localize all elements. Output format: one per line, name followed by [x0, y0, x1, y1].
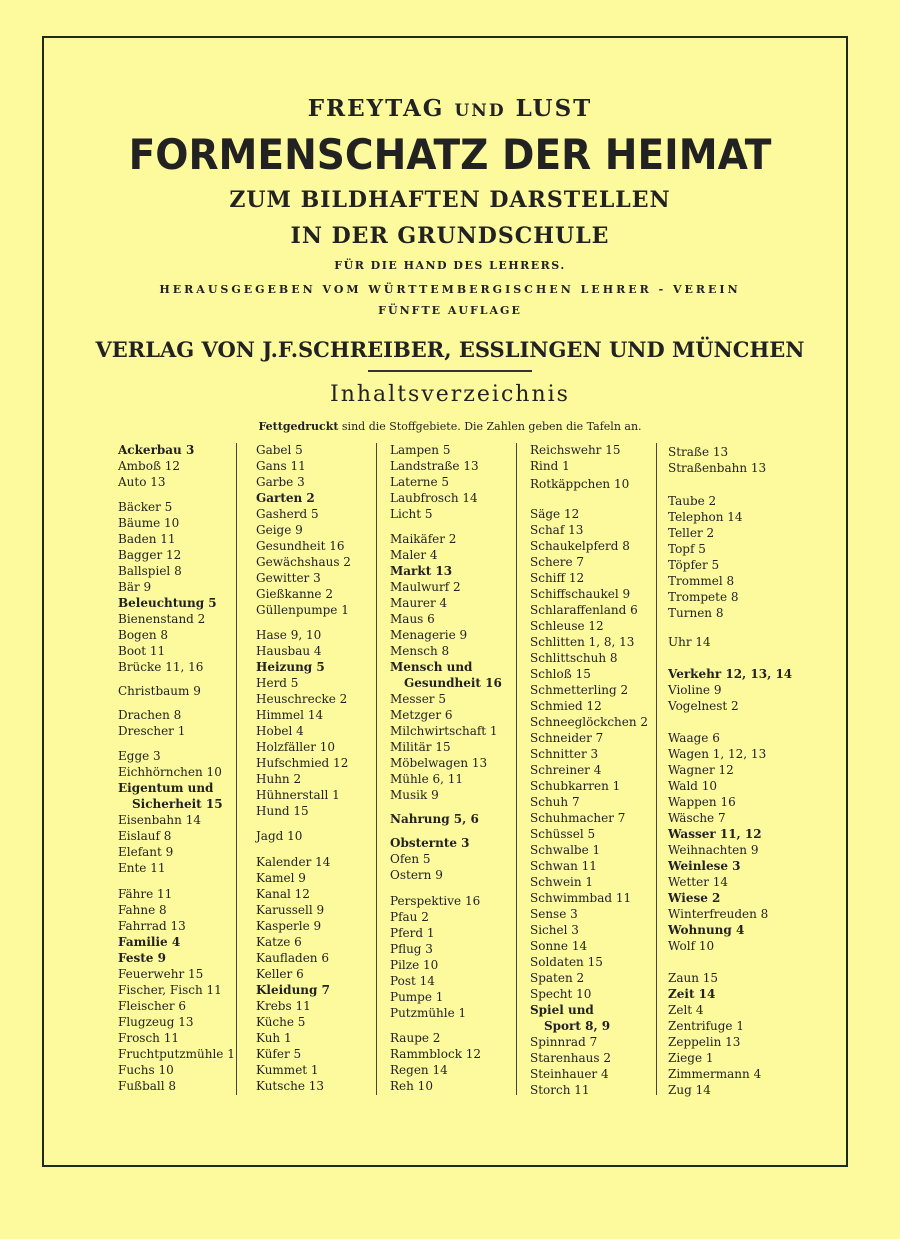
toc-entry: Post 14 [390, 974, 435, 988]
toc-entry: Maurer 4 [390, 596, 448, 610]
toc-entry: Schwimmbad 11 [530, 891, 632, 905]
toc-entry: Schaf 13 [530, 523, 584, 537]
toc-entry: Wohnung 4 [668, 923, 745, 937]
toc-entry: Menagerie 9 [390, 628, 468, 642]
toc-entry: Obsternte 3 [390, 836, 470, 850]
toc-entry: Metzger 6 [390, 708, 453, 722]
toc-entry: Kleidung 7 [256, 983, 330, 997]
toc-entry: Kaufladen 6 [256, 951, 329, 965]
toc-entry: Straße 13 [668, 445, 729, 459]
toc-entry: Auto 13 [118, 475, 166, 489]
toc-entry: Schloß 15 [530, 667, 591, 681]
toc-entry: Zimmermann 4 [668, 1067, 762, 1081]
column-divider [516, 443, 517, 1095]
toc-entry: Reh 10 [390, 1079, 433, 1093]
toc-entry: Starenhaus 2 [530, 1051, 611, 1065]
toc-entry: Schwalbe 1 [530, 843, 601, 857]
toc-entry: Spaten 2 [530, 971, 585, 985]
toc-entry: Jagd 10 [256, 829, 303, 843]
toc-entry: Töpfer 5 [668, 558, 720, 572]
toc-entry: Nahrung 5, 6 [390, 812, 479, 826]
toc-entry: Hund 15 [256, 804, 309, 818]
toc-entry: Säge 12 [530, 507, 580, 521]
toc-entry: Straßenbahn 13 [668, 461, 767, 475]
toc-entry: Schmied 12 [530, 699, 602, 713]
toc-entry: Eigentum und [118, 781, 214, 795]
toc-entry: Messer 5 [390, 692, 446, 706]
toc-entry: Specht 10 [530, 987, 592, 1001]
toc-entry: Schiffschaukel 9 [530, 587, 631, 601]
toc-entry: Verkehr 12, 13, 14 [668, 667, 793, 681]
toc-entry: Garbe 3 [256, 475, 305, 489]
toc-entry: Schlittschuh 8 [530, 651, 618, 665]
toc-entry: Geige 9 [256, 523, 303, 537]
toc-entry: Reichswehr 15 [530, 443, 621, 457]
toc-entry: Frosch 11 [118, 1031, 179, 1045]
toc-entry: Gesundheit 16 [256, 539, 345, 553]
author-und: UND [454, 101, 506, 121]
toc-entry: Garten 2 [256, 491, 315, 505]
toc-entry: Hufschmied 12 [256, 756, 349, 770]
toc-entry: Küfer 5 [256, 1047, 302, 1061]
toc-entry: Heuschrecke 2 [256, 692, 348, 706]
toc-entry: Wasser 11, 12 [668, 827, 762, 841]
toc-entry: Soldaten 15 [530, 955, 603, 969]
toc-entry: Weihnachten 9 [668, 843, 759, 857]
toc-entry: Pfau 2 [390, 910, 429, 924]
toc-entry: Schere 7 [530, 555, 585, 569]
toc-entry: Schlitten 1, 8, 13 [530, 635, 635, 649]
toc-entry: Schuh 7 [530, 795, 580, 809]
toc-entry: Gewächshaus 2 [256, 555, 351, 569]
toc-entry: Bär 9 [118, 580, 152, 594]
toc-entry: Eisenbahn 14 [118, 813, 201, 827]
toc-entry: Zeppelin 13 [668, 1035, 741, 1049]
toc-entry: Rotkäppchen 10 [530, 477, 630, 491]
toc-entry: Kasperle 9 [256, 919, 322, 933]
toc-entry: Flugzeug 13 [118, 1015, 194, 1029]
title-divider [368, 370, 532, 372]
toc-entry: Wetter 14 [668, 875, 729, 889]
toc-entry: Telephon 14 [668, 510, 743, 524]
toc-entry: Trompete 8 [668, 590, 739, 604]
toc-entry: Gießkanne 2 [256, 587, 333, 601]
toc-note [0, 420, 900, 433]
toc-entry: Feste 9 [118, 951, 166, 965]
toc-entry: Fahne 8 [118, 903, 167, 917]
toc-entry: Fähre 11 [118, 887, 173, 901]
editor-line: HERAUSGEGEBEN VOM WÜRTTEMBERGISCHEN LEHRER - VEREIN [159, 283, 741, 296]
toc-entry: Pflug 3 [390, 942, 433, 956]
toc-entry: Hausbau 4 [256, 644, 322, 658]
toc-entry: Egge 3 [118, 749, 161, 763]
toc-entry: Sonne 14 [530, 939, 588, 953]
toc-entry: Bienenstand 2 [118, 612, 206, 626]
toc-entry: Fuchs 10 [118, 1063, 174, 1077]
toc-entry: Boot 11 [118, 644, 166, 658]
toc-entry: Turnen 8 [668, 606, 724, 620]
toc-entry: Perspektive 16 [390, 894, 481, 908]
toc-entry: Elefant 9 [118, 845, 174, 859]
subtitle-line-1: ZUM BILDHAFTEN DARSTELLEN [229, 187, 671, 213]
toc-entry: Zaun 15 [668, 971, 719, 985]
toc-entry: Winterfreuden 8 [668, 907, 769, 921]
toc-entry: Schiff 12 [530, 571, 585, 585]
toc-entry: Pumpe 1 [390, 990, 444, 1004]
edition-line: FÜNFTE AUFLAGE [378, 304, 522, 317]
toc-entry: Fleischer 6 [118, 999, 186, 1013]
toc-entry: Schneeglöckchen 2 [530, 715, 649, 729]
toc-entry: Wagen 1, 12, 13 [668, 747, 767, 761]
toc-entry: Karussell 9 [256, 903, 325, 917]
toc-entry: Drachen 8 [118, 708, 182, 722]
toc-entry: Storch 11 [530, 1083, 590, 1097]
toc-entry: Teller 2 [668, 526, 715, 540]
toc-entry: Mensch 8 [390, 644, 450, 658]
toc-entry: Ente 11 [118, 861, 166, 875]
toc-entry: Brücke 11, 16 [118, 660, 204, 674]
authors-line [0, 95, 900, 122]
toc-entry: Musik 9 [390, 788, 439, 802]
toc-entry: Licht 5 [390, 507, 433, 521]
toc-heading: Inhaltsverzeichnis [330, 382, 570, 407]
toc-entry: Gasherd 5 [256, 507, 319, 521]
toc-entry: Huhn 2 [256, 772, 302, 786]
toc-entry: Güllenpumpe 1 [256, 603, 349, 617]
toc-entry: Schleuse 12 [530, 619, 604, 633]
toc-entry: Markt 13 [390, 564, 453, 578]
toc-entry: Kuh 1 [256, 1031, 292, 1045]
toc-entry: Waage 6 [668, 731, 720, 745]
column-divider [656, 443, 657, 1095]
toc-entry: Ziege 1 [668, 1051, 714, 1065]
column-divider [236, 443, 237, 1095]
toc-entry: Küche 5 [256, 1015, 306, 1029]
toc-entry: Bogen 8 [118, 628, 169, 642]
author-lust: LUST [515, 95, 593, 122]
toc-entry: Wiese 2 [668, 891, 721, 905]
toc-entry: Wäsche 7 [668, 811, 726, 825]
toc-entry: Ackerbau 3 [118, 443, 195, 457]
toc-entry: Schubkarren 1 [530, 779, 621, 793]
toc-entry: Maler 4 [390, 548, 438, 562]
toc-entry: Kummet 1 [256, 1063, 319, 1077]
toc-entry: Maus 6 [390, 612, 435, 626]
toc-entry: Topf 5 [668, 542, 706, 556]
toc-entry: Regen 14 [390, 1063, 448, 1077]
toc-entry: Fruchtputzmühle 1 [118, 1047, 235, 1061]
toc-entry: Raupe 2 [390, 1031, 441, 1045]
toc-entry: Kamel 9 [256, 871, 306, 885]
toc-entry: Hühnerstall 1 [256, 788, 340, 802]
author-freytag: FREYTAG [307, 95, 445, 122]
toc-entry: Wald 10 [668, 779, 718, 793]
toc-entry: Kalender 14 [256, 855, 331, 869]
toc-entry: Gesundheit 16 [404, 676, 502, 690]
toc-entry: Schuhmacher 7 [530, 811, 626, 825]
toc-entry: Steinhauer 4 [530, 1067, 609, 1081]
toc-entry: Zentrifuge 1 [668, 1019, 744, 1033]
toc-entry: Himmel 14 [256, 708, 324, 722]
toc-entry: Rammblock 12 [390, 1047, 482, 1061]
toc-entry: Katze 6 [256, 935, 302, 949]
toc-entry: Zug 14 [668, 1083, 711, 1097]
toc-entry: Schwein 1 [530, 875, 594, 889]
toc-entry: Heizung 5 [256, 660, 325, 674]
toc-entry: Milchwirtschaft 1 [390, 724, 498, 738]
toc-entry: Sicherheit 15 [132, 797, 223, 811]
toc-entry: Mühle 6, 11 [390, 772, 464, 786]
toc-entry: Laterne 5 [390, 475, 450, 489]
toc-entry: Pilze 10 [390, 958, 439, 972]
book-title: FORMENSCHATZ DER HEIMAT [128, 130, 772, 179]
toc-entry: Landstraße 13 [390, 459, 479, 473]
toc-note-rest: sind die Stoffgebiete. Die Zahlen geben die Tafeln an. [338, 420, 642, 433]
toc-entry: Schreiner 4 [530, 763, 602, 777]
column-divider [376, 443, 377, 1095]
toc-entry: Maikäfer 2 [390, 532, 457, 546]
toc-entry: Sichel 3 [530, 923, 579, 937]
toc-entry: Lampen 5 [390, 443, 451, 457]
toc-entry: Pferd 1 [390, 926, 435, 940]
toc-entry: Putzmühle 1 [390, 1006, 467, 1020]
toc-entry: Fischer, Fisch 11 [118, 983, 222, 997]
toc-entry: Fahrrad 13 [118, 919, 186, 933]
toc-entry: Gewitter 3 [256, 571, 321, 585]
toc-entry: Laubfrosch 14 [390, 491, 478, 505]
toc-entry: Weinlese 3 [668, 859, 741, 873]
toc-entry: Zelt 4 [668, 1003, 704, 1017]
toc-entry: Beleuchtung 5 [118, 596, 217, 610]
toc-entry: Violine 9 [668, 683, 722, 697]
toc-entry: Bagger 12 [118, 548, 182, 562]
teacher-line: FÜR DIE HAND DES LEHRERS. [334, 259, 566, 272]
toc-entry: Hase 9, 10 [256, 628, 322, 642]
toc-entry: Amboß 12 [118, 459, 181, 473]
toc-entry: Schlaraffenland 6 [530, 603, 638, 617]
toc-entry: Schmetterling 2 [530, 683, 629, 697]
toc-entry: Bäume 10 [118, 516, 180, 530]
toc-entry: Zeit 14 [668, 987, 716, 1001]
toc-entry: Baden 11 [118, 532, 176, 546]
toc-entry: Herd 5 [256, 676, 299, 690]
toc-entry: Taube 2 [668, 494, 717, 508]
subtitle-line-2: IN DER GRUNDSCHULE [290, 223, 610, 249]
toc-entry: Ballspiel 8 [118, 564, 182, 578]
toc-entry: Spiel und [530, 1003, 594, 1017]
toc-entry: Kutsche 13 [256, 1079, 325, 1093]
toc-entry: Schüssel 5 [530, 827, 596, 841]
toc-entry: Christbaum 9 [118, 684, 201, 698]
toc-entry: Holzfäller 10 [256, 740, 336, 754]
toc-entry: Wolf 10 [668, 939, 715, 953]
toc-entry: Krebs 11 [256, 999, 311, 1013]
toc-entry: Ostern 9 [390, 868, 443, 882]
toc-entry: Trommel 8 [668, 574, 735, 588]
toc-entry: Schaukelpferd 8 [530, 539, 630, 553]
toc-entry: Familie 4 [118, 935, 181, 949]
toc-entry: Militär 15 [390, 740, 451, 754]
toc-note-bold: Fettgedruckt [258, 420, 339, 433]
toc-entry: Keller 6 [256, 967, 304, 981]
toc-entry: Schneider 7 [530, 731, 604, 745]
toc-entry: Schwan 11 [530, 859, 597, 873]
publisher-line: VERLAG VON J.F.SCHREIBER, ESSLINGEN UND MÜNCHEN [95, 337, 805, 362]
toc-entry: Eislauf 8 [118, 829, 172, 843]
toc-entry: Fußball 8 [118, 1079, 177, 1093]
toc-entry: Maulwurf 2 [390, 580, 461, 594]
toc-entry: Ofen 5 [390, 852, 431, 866]
toc-entry: Schnitter 3 [530, 747, 599, 761]
toc-entry: Drescher 1 [118, 724, 186, 738]
toc-entry: Hobel 4 [256, 724, 304, 738]
toc-entry: Sense 3 [530, 907, 578, 921]
toc-entry: Gabel 5 [256, 443, 303, 457]
toc-entry: Wappen 16 [668, 795, 736, 809]
toc-entry: Gans 11 [256, 459, 306, 473]
toc-entry: Mensch und [390, 660, 473, 674]
toc-entry: Vogelnest 2 [668, 699, 739, 713]
toc-entry: Eichhörnchen 10 [118, 765, 222, 779]
toc-entry: Möbelwagen 13 [390, 756, 488, 770]
toc-entry: Feuerwehr 15 [118, 967, 204, 981]
toc-entry: Wagner 12 [668, 763, 734, 777]
toc-entry: Sport 8, 9 [544, 1019, 611, 1033]
toc-entry: Bäcker 5 [118, 500, 173, 514]
toc-entry: Kanal 12 [256, 887, 310, 901]
toc-entry: Uhr 14 [668, 635, 711, 649]
toc-entry: Rind 1 [530, 459, 570, 473]
toc-entry: Spinnrad 7 [530, 1035, 598, 1049]
